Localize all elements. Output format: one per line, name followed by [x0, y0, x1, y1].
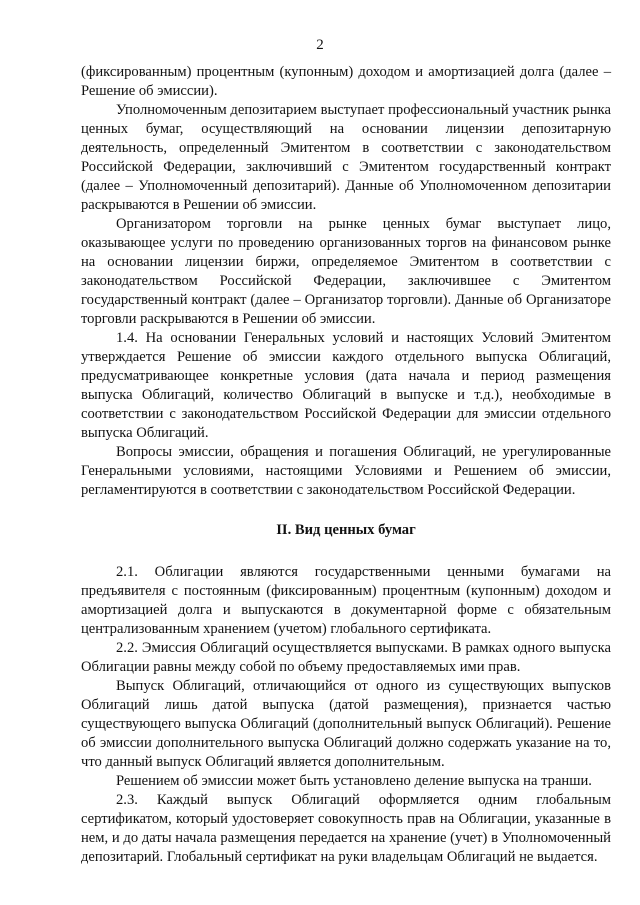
paragraph-continuation: (фиксированным) процентным (купонным) доходом и амортизацией долга (далее – Решение об эмиссии). [81, 64, 611, 99]
document-body [81, 63, 611, 867]
paragraph-2-2: 2.2. Эмиссия Облигаций осуществляется выпусками. В рамках одного выпуска Облигации равны между собой по объему предоставляемых ими прав. [81, 640, 611, 675]
paragraph-additional-issue: Выпуск Облигаций, отличающийся от одного из существующих выпусков Облигаций лишь датой выпуска (датой размещения), признается частью существующего выпуска Облигаций (дополнительный выпуск Облигаций). Решение об эмиссии дополнительного выпуска Облигаций должно содержать указание на то, что данный выпуск Облигаций является дополнительным. [81, 678, 611, 770]
paragraph-tranches: Решением об эмиссии может быть установлено деление выпуска на транши. [116, 773, 592, 789]
section-heading: II. Вид ценных бумаг [276, 522, 416, 538]
paragraph-trade-organizer: Организатором торговли на рынке ценных бумаг выступает лицо, оказывающее услуги по проведению организованных торгов на финансовом рынке на основании лицензии биржи, определяемое Эмитентом в соответствии с законодательством Российской Федерации, заключившее с Эмитентом государственный контракт (далее – Организатор торговли). Данные об Организаторе торговли раскрываются в Решении об эмиссии. [81, 216, 611, 327]
paragraph-authorized-depositary: Уполномоченным депозитарием выступает профессиональный участник рынка ценных бумаг, осуществляющий на основании лицензии депозитарную деятельность, определенный Эмитентом в соответствии с законодательством Российской Федерации, заключивший с Эмитентом государственный контракт (далее – Уполномоченный депозитарий). Данные об Уполномоченном депозитарии раскрываются в Решении об эмиссии. [81, 102, 611, 213]
paragraph-2-3: 2.3. Каждый выпуск Облигаций оформляется одним глобальным сертификатом, который удостоверяет совокупность прав на Облигации, указанные в нем, и до даты начала размещения передается на хранение (учет) в Уполномоченный депозитарий. Глобальный сертификат на руки владельцам Облигаций не выдается. [81, 792, 611, 865]
page-number: 2 [316, 37, 324, 53]
paragraph-1-4: 1.4. На основании Генеральных условий и настоящих Условий Эмитентом утверждается Решение об эмиссии каждого отдельного выпуска Облигаций, предусматривающее конкретные условия (дата начала и период размещения выпуска Облигаций, количество Облигаций в выпуске и т.д.), необходимые в соответствии с законодательством Российской Федерации для эмиссии отдельного выпуска Облигаций. [81, 330, 611, 441]
paragraph-issue-questions: Вопросы эмиссии, обращения и погашения Облигаций, не урегулированные Генеральными условиями, настоящими Условиями и Решением об эмиссии, регламентируются в соответствии с законодательством Российской Федерации. [81, 444, 611, 498]
paragraph-2-1: 2.1. Облигации являются государственными ценными бумагами на предъявителя с постоянным (фиксированным) процентным (купонным) доходом и амортизацией долга и выпускаются в документарной форме с обязательным централизованным хранением (учетом) глобального сертификата. [81, 564, 611, 637]
